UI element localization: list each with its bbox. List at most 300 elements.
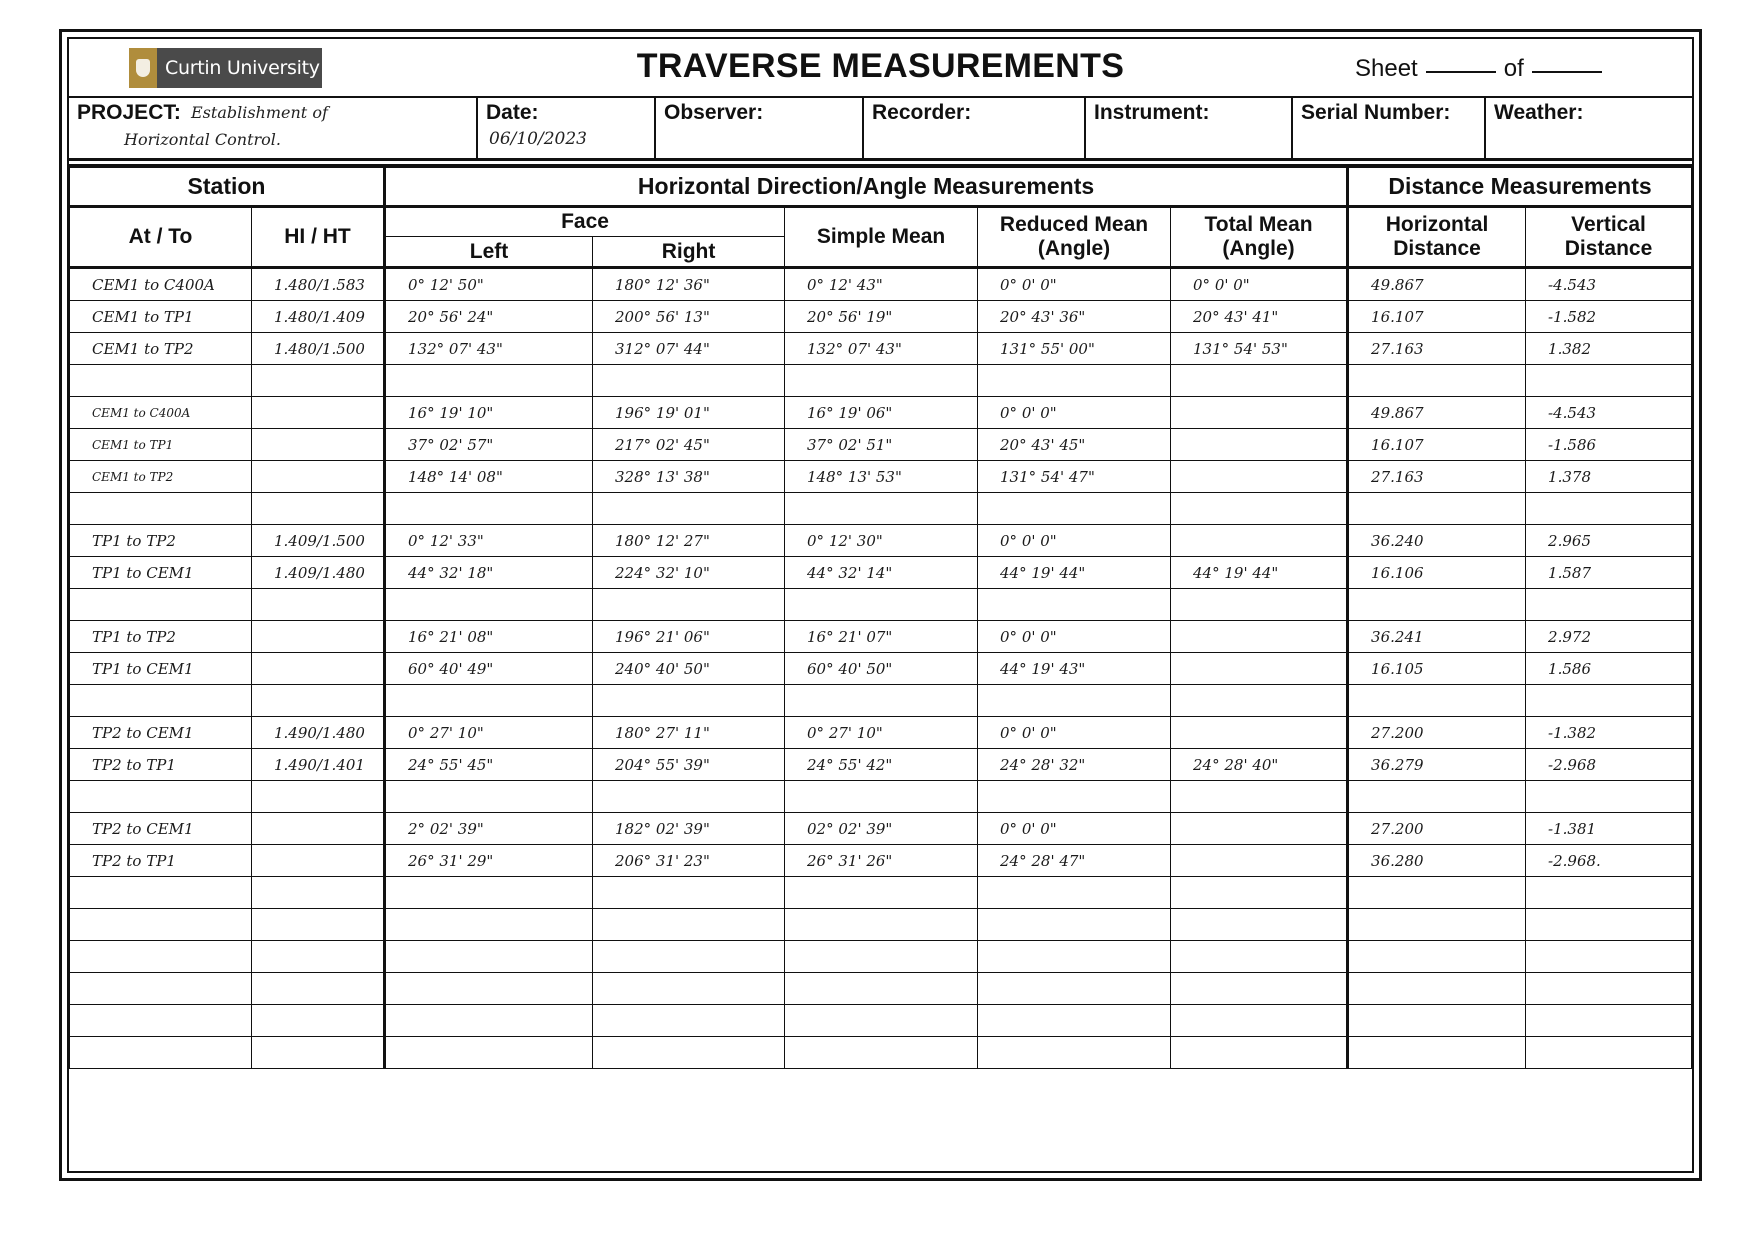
sheet-total-field[interactable] <box>1532 71 1602 73</box>
total-mean-cell[interactable] <box>1171 621 1348 653</box>
horizontal-distance-cell[interactable] <box>1348 493 1526 525</box>
table-row <box>70 813 1692 845</box>
at-to-cell[interactable]: TP1 to TP2 <box>70 621 252 653</box>
at-to-cell[interactable] <box>70 1005 252 1037</box>
face-right-cell[interactable] <box>593 877 785 909</box>
simple-mean-cell[interactable] <box>785 909 978 941</box>
horizontal-distance-cell[interactable] <box>1348 365 1526 397</box>
table-row <box>70 461 1692 493</box>
page-title: TRAVERSE MEASUREMENTS <box>636 47 1125 85</box>
total-mean-cell[interactable] <box>1171 717 1348 749</box>
hi-ht-cell[interactable] <box>252 909 385 941</box>
face-right-cell[interactable] <box>593 1037 785 1069</box>
reduced-mean-cell[interactable] <box>978 1037 1171 1069</box>
face-right-cell[interactable]: 204° 55' 39" <box>593 749 785 781</box>
horizontal-distance-cell[interactable] <box>1348 877 1526 909</box>
vertical-distance-cell[interactable] <box>1526 909 1692 941</box>
face-right-cell[interactable]: 217° 02' 45" <box>593 429 785 461</box>
face-left-cell[interactable]: 20° 56' 24" <box>385 301 593 333</box>
vertical-distance-cell[interactable]: 2.972 <box>1526 621 1692 653</box>
serial-number-label: Serial Number: <box>1301 101 1451 124</box>
simple-mean-cell[interactable]: 16° 19' 06" <box>785 397 978 429</box>
recorder-cell[interactable] <box>864 96 1086 158</box>
total-mean-cell[interactable] <box>1171 813 1348 845</box>
face-right-cell[interactable] <box>593 973 785 1005</box>
face-right-cell[interactable]: 240° 40' 50" <box>593 653 785 685</box>
face-right-cell[interactable]: 180° 27' 11" <box>593 717 785 749</box>
horizontal-distance-cell[interactable]: 27.163 <box>1348 333 1526 365</box>
vertical-distance-cell[interactable]: 2.965 <box>1526 525 1692 557</box>
reduced-mean-line1: Reduced Mean <box>999 213 1149 236</box>
total-mean-cell[interactable]: 20° 43' 41" <box>1171 301 1348 333</box>
total-mean-cell[interactable] <box>1171 397 1348 429</box>
total-mean-cell[interactable] <box>1171 845 1348 877</box>
face-header: Face <box>385 207 785 237</box>
sheet-label: Sheet <box>1355 55 1418 82</box>
face-left-cell[interactable]: 44° 32' 18" <box>385 557 593 589</box>
vertical-distance-cell[interactable] <box>1526 685 1692 717</box>
face-right-cell[interactable]: 196° 19' 01" <box>593 397 785 429</box>
simple-mean-cell[interactable] <box>785 365 978 397</box>
face-left-cell[interactable]: 148° 14' 08" <box>385 461 593 493</box>
vertical-distance-cell[interactable]: 1.587 <box>1526 557 1692 589</box>
hi-ht-cell[interactable] <box>252 877 385 909</box>
horizontal-distance-cell[interactable] <box>1348 1005 1526 1037</box>
at-to-cell[interactable] <box>70 941 252 973</box>
face-right-header: Right <box>593 237 785 268</box>
table-row <box>70 365 1692 397</box>
at-to-cell[interactable]: CEM1 to TP1 <box>70 301 252 333</box>
hi-ht-cell[interactable] <box>252 365 385 397</box>
project-info-row <box>69 96 1692 161</box>
total-mean-cell[interactable] <box>1171 685 1348 717</box>
table-row <box>70 781 1692 813</box>
vertical-distance-cell[interactable]: 1.378 <box>1526 461 1692 493</box>
recorder-label: Recorder: <box>872 101 972 124</box>
reduced-mean-cell[interactable] <box>978 781 1171 813</box>
at-to-header: At / To <box>70 207 252 268</box>
horizontal-distance-cell[interactable] <box>1348 941 1526 973</box>
simple-mean-cell[interactable]: 37° 02' 51" <box>785 429 978 461</box>
hi-ht-cell[interactable]: 1.490/1.401 <box>252 749 385 781</box>
at-to-cell[interactable]: TP2 to TP1 <box>70 845 252 877</box>
vertical-distance-cell[interactable]: -2.968. <box>1526 845 1692 877</box>
face-left-cell[interactable] <box>385 589 593 621</box>
hi-ht-cell[interactable]: 1.490/1.480 <box>252 717 385 749</box>
horizontal-distance-cell[interactable] <box>1348 781 1526 813</box>
instrument-cell[interactable] <box>1086 96 1293 158</box>
horizontal-distance-cell[interactable]: 49.867 <box>1348 268 1526 301</box>
face-right-cell[interactable]: 180° 12' 27" <box>593 525 785 557</box>
total-mean-cell[interactable]: 24° 28' 40" <box>1171 749 1348 781</box>
vertical-distance-cell[interactable] <box>1526 589 1692 621</box>
reduced-mean-cell[interactable]: 0° 0' 0" <box>978 621 1171 653</box>
reduced-mean-cell[interactable]: 0° 0' 0" <box>978 813 1171 845</box>
simple-mean-cell[interactable] <box>785 1005 978 1037</box>
date-value: 06/10/2023 <box>489 129 587 149</box>
horizontal-distance-cell[interactable]: 36.279 <box>1348 749 1526 781</box>
face-left-cell[interactable] <box>385 493 593 525</box>
table-row <box>70 1005 1692 1037</box>
total-mean-cell[interactable]: 131° 54' 53" <box>1171 333 1348 365</box>
total-mean-cell[interactable] <box>1171 973 1348 1005</box>
hi-ht-cell[interactable] <box>252 1037 385 1069</box>
total-mean-line2: (Angle) <box>1222 237 1295 260</box>
face-left-cell[interactable]: 24° 55' 45" <box>385 749 593 781</box>
at-to-cell[interactable]: TP2 to CEM1 <box>70 813 252 845</box>
reduced-mean-cell[interactable] <box>978 973 1171 1005</box>
at-to-cell[interactable]: CEM1 to TP1 <box>70 429 252 461</box>
reduced-mean-cell[interactable] <box>978 589 1171 621</box>
vertical-distance-cell[interactable] <box>1526 781 1692 813</box>
hi-ht-cell[interactable] <box>252 461 385 493</box>
at-to-cell[interactable] <box>70 973 252 1005</box>
station-group-header: Station <box>70 168 385 207</box>
reduced-mean-cell[interactable]: 0° 0' 0" <box>978 397 1171 429</box>
horizontal-distance-cell[interactable] <box>1348 973 1526 1005</box>
horizontal-distance-cell[interactable]: 36.240 <box>1348 525 1526 557</box>
total-mean-cell[interactable] <box>1171 1037 1348 1069</box>
simple-mean-cell[interactable]: 02° 02' 39" <box>785 813 978 845</box>
hi-ht-cell[interactable] <box>252 589 385 621</box>
face-left-cell[interactable] <box>385 877 593 909</box>
measurements-table-wrap <box>69 164 1692 1171</box>
at-to-cell[interactable]: TP1 to CEM1 <box>70 653 252 685</box>
vertical-distance-cell[interactable] <box>1526 941 1692 973</box>
hi-ht-cell[interactable] <box>252 685 385 717</box>
simple-mean-cell[interactable] <box>785 589 978 621</box>
vertical-distance-cell[interactable]: -1.582 <box>1526 301 1692 333</box>
reduced-mean-line2: (Angle) <box>1037 237 1111 260</box>
hi-ht-cell[interactable] <box>252 397 385 429</box>
table-row <box>70 877 1692 909</box>
hi-ht-cell[interactable] <box>252 973 385 1005</box>
total-mean-cell[interactable] <box>1171 1005 1348 1037</box>
at-to-cell[interactable] <box>70 685 252 717</box>
hd-line2: Distance <box>1393 237 1481 260</box>
vertical-distance-header <box>1526 207 1692 268</box>
at-to-cell[interactable] <box>70 365 252 397</box>
hi-ht-cell[interactable] <box>252 653 385 685</box>
face-left-cell[interactable]: 0° 27' 10" <box>385 717 593 749</box>
simple-mean-cell[interactable]: 20° 56' 19" <box>785 301 978 333</box>
face-left-cell[interactable] <box>385 909 593 941</box>
simple-mean-cell[interactable] <box>785 685 978 717</box>
vertical-distance-cell[interactable] <box>1526 1037 1692 1069</box>
table-row <box>70 973 1692 1005</box>
vertical-distance-cell[interactable]: 1.382 <box>1526 333 1692 365</box>
face-left-cell[interactable] <box>385 1005 593 1037</box>
vertical-distance-cell[interactable] <box>1526 365 1692 397</box>
face-left-cell[interactable] <box>385 781 593 813</box>
date-cell[interactable] <box>478 96 656 158</box>
observer-cell[interactable] <box>656 96 864 158</box>
total-mean-cell[interactable] <box>1171 429 1348 461</box>
face-right-cell[interactable] <box>593 909 785 941</box>
reduced-mean-cell[interactable] <box>978 941 1171 973</box>
table-row <box>70 749 1692 781</box>
face-left-cell[interactable] <box>385 973 593 1005</box>
vertical-distance-cell[interactable]: -2.968 <box>1526 749 1692 781</box>
face-right-cell[interactable] <box>593 941 785 973</box>
project-cell[interactable] <box>69 96 478 158</box>
reduced-mean-cell[interactable]: 20° 43' 36" <box>978 301 1171 333</box>
total-mean-cell[interactable] <box>1171 653 1348 685</box>
face-left-cell[interactable] <box>385 941 593 973</box>
hi-ht-cell[interactable]: 1.480/1.409 <box>252 301 385 333</box>
at-to-cell[interactable]: CEM1 to TP2 <box>70 461 252 493</box>
table-row <box>70 653 1692 685</box>
at-to-cell[interactable]: CEM1 to TP2 <box>70 333 252 365</box>
sheet-inner-border <box>67 37 1694 1173</box>
face-left-cell[interactable]: 26° 31' 29" <box>385 845 593 877</box>
reduced-mean-cell[interactable]: 24° 28' 47" <box>978 845 1171 877</box>
horizontal-distance-cell[interactable]: 16.107 <box>1348 301 1526 333</box>
face-right-cell[interactable] <box>593 1005 785 1037</box>
horizontal-distance-cell[interactable]: 36.241 <box>1348 621 1526 653</box>
simple-mean-cell[interactable] <box>785 941 978 973</box>
distance-group-header: Distance Measurements <box>1348 168 1692 207</box>
face-left-cell[interactable]: 0° 12' 50" <box>385 268 593 301</box>
instrument-label: Instrument: <box>1094 101 1210 124</box>
project-label: PROJECT: <box>77 101 181 124</box>
table-row <box>70 397 1692 429</box>
hi-ht-cell[interactable] <box>252 1005 385 1037</box>
horizontal-distance-cell[interactable]: 16.107 <box>1348 429 1526 461</box>
hi-ht-cell[interactable] <box>252 429 385 461</box>
horizontal-distance-header <box>1348 207 1526 268</box>
table-row <box>70 429 1692 461</box>
face-right-cell[interactable] <box>593 493 785 525</box>
project-value-line2: Horizontal Control. <box>124 130 281 149</box>
weather-cell[interactable] <box>1486 96 1692 158</box>
observer-label: Observer: <box>664 101 764 124</box>
face-right-cell[interactable]: 206° 31' 23" <box>593 845 785 877</box>
face-right-cell[interactable]: 196° 21' 06" <box>593 621 785 653</box>
hd-line1: Horizontal <box>1385 213 1489 236</box>
reduced-mean-cell[interactable]: 131° 55' 00" <box>978 333 1171 365</box>
total-mean-cell[interactable] <box>1171 877 1348 909</box>
simple-mean-cell[interactable]: 24° 55' 42" <box>785 749 978 781</box>
reduced-mean-cell[interactable] <box>978 493 1171 525</box>
hi-ht-cell[interactable] <box>252 781 385 813</box>
simple-mean-cell[interactable]: 0° 12' 30" <box>785 525 978 557</box>
vertical-distance-cell[interactable]: -1.586 <box>1526 429 1692 461</box>
simple-mean-cell[interactable] <box>785 781 978 813</box>
reduced-mean-cell[interactable] <box>978 909 1171 941</box>
face-right-cell[interactable]: 224° 32' 10" <box>593 557 785 589</box>
serial-number-cell[interactable] <box>1293 96 1486 158</box>
at-to-cell[interactable] <box>70 781 252 813</box>
horizontal-distance-cell[interactable]: 49.867 <box>1348 397 1526 429</box>
simple-mean-cell[interactable] <box>785 493 978 525</box>
vertical-distance-cell[interactable] <box>1526 973 1692 1005</box>
table-row <box>70 493 1692 525</box>
table-row <box>70 557 1692 589</box>
vertical-distance-cell[interactable]: -1.381 <box>1526 813 1692 845</box>
at-to-cell[interactable] <box>70 909 252 941</box>
simple-mean-cell[interactable]: 44° 32' 14" <box>785 557 978 589</box>
angle-group-header: Horizontal Direction/Angle Measurements <box>385 168 1348 207</box>
horizontal-distance-cell[interactable]: 27.163 <box>1348 461 1526 493</box>
simple-mean-cell[interactable]: 26° 31' 26" <box>785 845 978 877</box>
at-to-cell[interactable] <box>70 493 252 525</box>
face-right-cell[interactable]: 328° 13' 38" <box>593 461 785 493</box>
reduced-mean-cell[interactable] <box>978 685 1171 717</box>
face-left-cell[interactable]: 16° 21' 08" <box>385 621 593 653</box>
vertical-distance-cell[interactable]: -1.382 <box>1526 717 1692 749</box>
table-row <box>70 333 1692 365</box>
horizontal-distance-cell[interactable]: 16.105 <box>1348 653 1526 685</box>
total-mean-cell[interactable] <box>1171 525 1348 557</box>
logo-text: Curtin University <box>165 57 320 79</box>
table-row <box>70 845 1692 877</box>
reduced-mean-cell[interactable] <box>978 365 1171 397</box>
reduced-mean-cell[interactable]: 0° 0' 0" <box>978 268 1171 301</box>
face-right-cell[interactable]: 182° 02' 39" <box>593 813 785 845</box>
total-mean-cell[interactable] <box>1171 781 1348 813</box>
at-to-cell[interactable]: TP1 to CEM1 <box>70 557 252 589</box>
at-to-cell[interactable] <box>70 589 252 621</box>
total-mean-cell[interactable]: 44° 19' 44" <box>1171 557 1348 589</box>
hi-ht-cell[interactable]: 1.480/1.583 <box>252 268 385 301</box>
table-row <box>70 621 1692 653</box>
hi-ht-cell[interactable]: 1.409/1.480 <box>252 557 385 589</box>
measurements-body <box>70 268 1692 1069</box>
vertical-distance-cell[interactable] <box>1526 877 1692 909</box>
at-to-cell[interactable]: CEM1 to C400A <box>70 397 252 429</box>
simple-mean-cell[interactable] <box>785 1037 978 1069</box>
at-to-cell[interactable]: TP1 to TP2 <box>70 525 252 557</box>
vertical-distance-cell[interactable] <box>1526 493 1692 525</box>
simple-mean-cell[interactable]: 0° 12' 43" <box>785 268 978 301</box>
reduced-mean-cell[interactable]: 20° 43' 45" <box>978 429 1171 461</box>
simple-mean-cell[interactable] <box>785 973 978 1005</box>
face-left-cell[interactable]: 37° 02' 57" <box>385 429 593 461</box>
face-right-cell[interactable]: 312° 07' 44" <box>593 333 785 365</box>
simple-mean-cell[interactable]: 132° 07' 43" <box>785 333 978 365</box>
face-right-cell[interactable]: 180° 12' 36" <box>593 268 785 301</box>
hi-ht-cell[interactable]: 1.480/1.500 <box>252 333 385 365</box>
at-to-cell[interactable] <box>70 877 252 909</box>
reduced-mean-cell[interactable]: 44° 19' 43" <box>978 653 1171 685</box>
simple-mean-cell[interactable]: 148° 13' 53" <box>785 461 978 493</box>
reduced-mean-cell[interactable]: 131° 54' 47" <box>978 461 1171 493</box>
face-left-cell[interactable]: 2° 02' 39" <box>385 813 593 845</box>
simple-mean-cell[interactable]: 60° 40' 50" <box>785 653 978 685</box>
vd-line2: Distance <box>1564 237 1653 260</box>
hi-ht-cell[interactable] <box>252 813 385 845</box>
face-left-cell[interactable]: 0° 12' 33" <box>385 525 593 557</box>
vd-line1: Vertical <box>1571 213 1646 236</box>
face-left-cell[interactable]: 132° 07' 43" <box>385 333 593 365</box>
total-mean-cell[interactable] <box>1171 941 1348 973</box>
total-mean-cell[interactable] <box>1171 493 1348 525</box>
traverse-sheet <box>59 29 1702 1181</box>
horizontal-distance-cell[interactable]: 16.106 <box>1348 557 1526 589</box>
simple-mean-cell[interactable]: 0° 27' 10" <box>785 717 978 749</box>
measurements-table <box>69 167 1692 1069</box>
face-right-cell[interactable] <box>593 781 785 813</box>
table-row <box>70 268 1692 301</box>
total-mean-cell[interactable] <box>1171 909 1348 941</box>
project-value-line1: Establishment of <box>191 103 328 122</box>
hi-ht-cell[interactable]: 1.409/1.500 <box>252 525 385 557</box>
hi-ht-cell[interactable] <box>252 621 385 653</box>
horizontal-distance-cell[interactable] <box>1348 909 1526 941</box>
reduced-mean-cell[interactable] <box>978 1005 1171 1037</box>
total-mean-cell[interactable] <box>1171 461 1348 493</box>
table-row <box>70 941 1692 973</box>
at-to-cell[interactable] <box>70 1037 252 1069</box>
face-right-cell[interactable] <box>593 589 785 621</box>
of-label: of <box>1503 55 1524 82</box>
horizontal-distance-cell[interactable]: 36.280 <box>1348 845 1526 877</box>
vertical-distance-cell[interactable]: 1.586 <box>1526 653 1692 685</box>
table-row <box>70 909 1692 941</box>
face-right-cell[interactable]: 200° 56' 13" <box>593 301 785 333</box>
weather-label: Weather: <box>1494 101 1584 124</box>
sheet-number-field[interactable] <box>1426 71 1496 73</box>
hi-ht-cell[interactable] <box>252 845 385 877</box>
face-left-cell[interactable]: 60° 40' 49" <box>385 653 593 685</box>
total-mean-cell[interactable] <box>1171 365 1348 397</box>
total-mean-cell[interactable] <box>1171 589 1348 621</box>
face-left-cell[interactable] <box>385 1037 593 1069</box>
at-to-cell[interactable]: CEM1 to C400A <box>70 268 252 301</box>
total-mean-line1: Total Mean <box>1204 213 1313 236</box>
face-left-cell[interactable]: 16° 19' 10" <box>385 397 593 429</box>
table-row <box>70 589 1692 621</box>
vertical-distance-cell[interactable]: -4.543 <box>1526 268 1692 301</box>
reduced-mean-cell[interactable]: 44° 19' 44" <box>978 557 1171 589</box>
simple-mean-cell[interactable]: 16° 21' 07" <box>785 621 978 653</box>
horizontal-distance-cell[interactable] <box>1348 685 1526 717</box>
horizontal-distance-cell[interactable]: 27.200 <box>1348 717 1526 749</box>
table-row <box>70 1037 1692 1069</box>
at-to-cell[interactable]: TP2 to TP1 <box>70 749 252 781</box>
horizontal-distance-cell[interactable] <box>1348 1037 1526 1069</box>
face-right-cell[interactable] <box>593 685 785 717</box>
face-left-cell[interactable] <box>385 365 593 397</box>
date-label: Date: <box>486 101 539 124</box>
hi-ht-cell[interactable] <box>252 493 385 525</box>
face-left-header: Left <box>385 237 593 268</box>
vertical-distance-cell[interactable]: -4.543 <box>1526 397 1692 429</box>
total-mean-cell[interactable]: 0° 0' 0" <box>1171 268 1348 301</box>
table-row <box>70 717 1692 749</box>
face-left-cell[interactable] <box>385 685 593 717</box>
simple-mean-header: Simple Mean <box>785 207 978 268</box>
horizontal-distance-cell[interactable] <box>1348 589 1526 621</box>
hi-ht-header: HI / HT <box>252 207 385 268</box>
horizontal-distance-cell[interactable]: 27.200 <box>1348 813 1526 845</box>
at-to-cell[interactable]: TP2 to CEM1 <box>70 717 252 749</box>
simple-mean-cell[interactable] <box>785 877 978 909</box>
reduced-mean-cell[interactable]: 0° 0' 0" <box>978 525 1171 557</box>
reduced-mean-cell[interactable] <box>978 877 1171 909</box>
hi-ht-cell[interactable] <box>252 941 385 973</box>
sheet-number <box>1355 55 1610 83</box>
reduced-mean-cell[interactable]: 24° 28' 32" <box>978 749 1171 781</box>
face-right-cell[interactable] <box>593 365 785 397</box>
reduced-mean-cell[interactable]: 0° 0' 0" <box>978 717 1171 749</box>
table-row <box>70 685 1692 717</box>
total-mean-header <box>1171 207 1348 268</box>
vertical-distance-cell[interactable] <box>1526 1005 1692 1037</box>
table-row <box>70 525 1692 557</box>
table-row <box>70 301 1692 333</box>
